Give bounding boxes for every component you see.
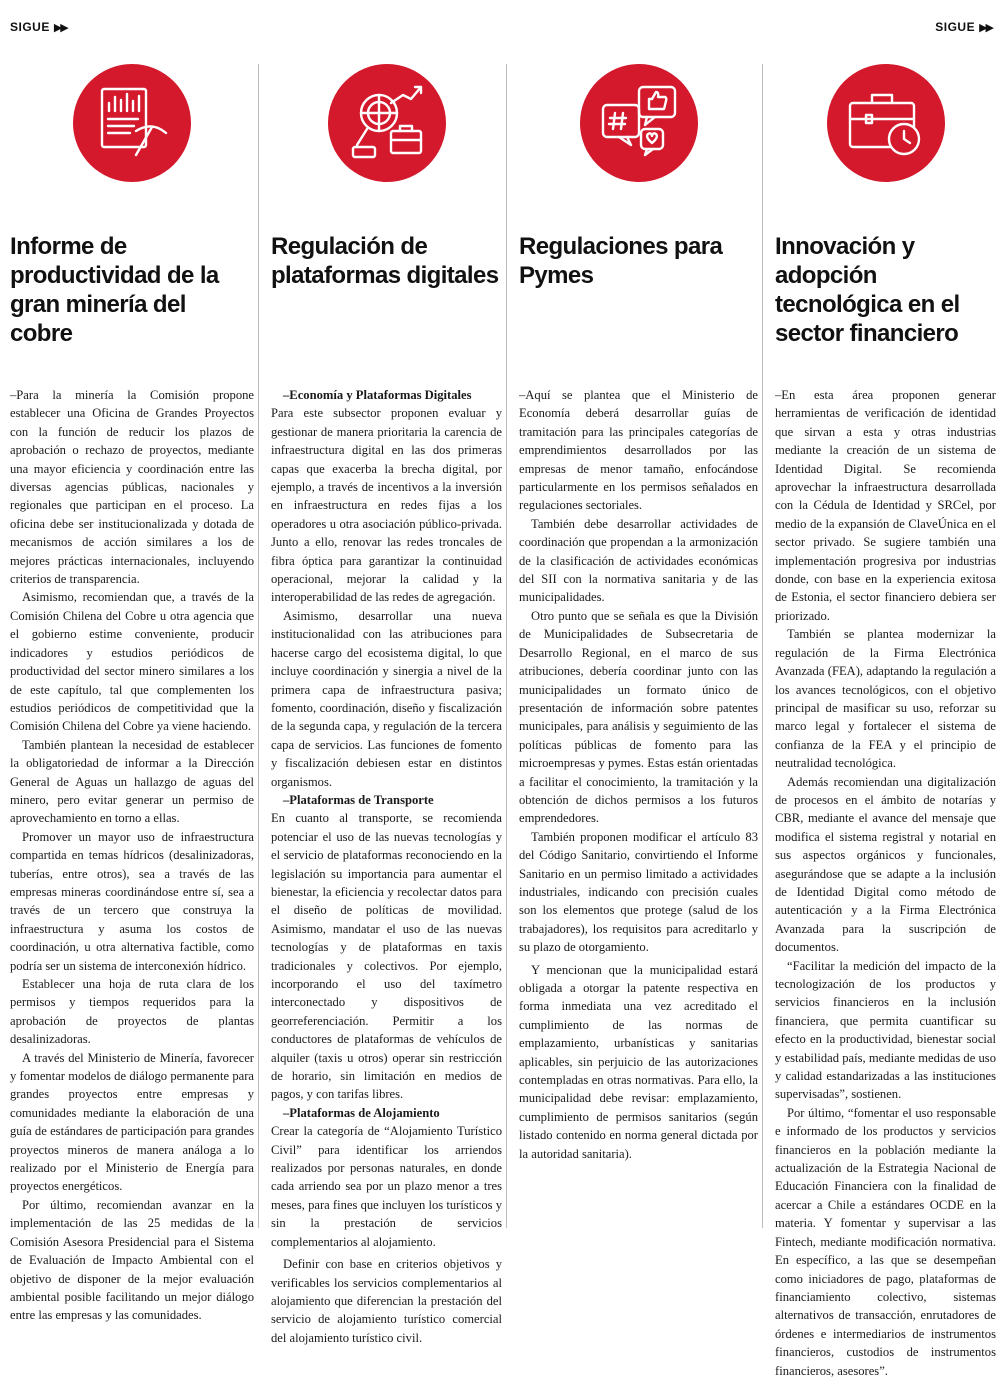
- column-mineria: [0, 64, 258, 1323]
- icon-area: [10, 64, 254, 196]
- paragraph: Asimismo, recomiendan que, a través de la Comisión Chilena del Cobre u otra agencia que el gobierno estime conveniente, producir indicadores y estudios periódicos de productividad del sector minero similares a los de este capítulo, tal que complementen los estudios periódicos de competitividad que la Comisión Chilena del Cobre ya viene haciendo.: [10, 590, 254, 734]
- headline: Innovación y adopción tecnológica en el sector financiero: [775, 233, 960, 347]
- paragraph: Asimismo, desarrollar una nueva institucionalidad con las atribuciones para hacerse cargo del ecosistema digital, lo que incluye coordinación y sinergia a nivel de la primera capa de infraestructura pasiva; fomento, coordinación, diseño y fiscalización de la segunda capa, y regulación de la tercera capa de servicios. Las funciones de fomento y fiscalización debiesen estar en distintos organismos.: [271, 608, 502, 789]
- icon-area: [775, 64, 996, 196]
- paragraph: También proponen modificar el artículo 83 del Código Sanitario, convirtiendo el Informe Sanitario en un permiso limitado a actividades industriales, indicando con precisión cuales son los elementos que protege (salud de los trabajadores), los requisitos para acreditarlo y su plazo de otorgamiento.: [519, 829, 758, 955]
- paragraph: Promover un mayor uso de infraestructura compartida en temas hídricos (desalinizadoras, tuberías, entre otros), sea a través de las empresas mineras coordinándose entre sí, sea a través de un tercero que construya la infraestructura y asuma los costos de coordinación, u otra alternativa factible, como podría ser un sistema de interconexión hídrico.: [10, 829, 254, 973]
- icon-area: [271, 64, 502, 196]
- paragraph: A través del Ministerio de Minería, favorecer y fomentar modelos de diálogo permanente para grandes proyectos entre empresas y comunidades mediante la elaboración de una guía de estándares de participación para grandes proyectos mineros de manera análoga a lo realizado por el Ministerio de Energía para proyectos energéticos.: [10, 1050, 254, 1194]
- paragraph: Otro punto que se señala es que la División de Municipalidades de Subsecretaria de Desarrollo Regional, en el marco de sus atribuciones, debería coordinar junto con las municipalidades un formato único de presentación de información sobre patentes municipales, para análisis y seguimiento de las políticas públicas de fomento para las microempresas y pymes. Estas están orientadas a facilitar el conocimiento, la tramitación y la obtención de dichos permisos a los futuros emprendedores.: [519, 608, 758, 826]
- paragraph: También se plantea modernizar la regulación de la Firma Electrónica Avanzada (FEA), adaptando la regulación a los avances tecnológicos, con el objetivo principal de masificar su uso, reforzar su marco legal y fortalecer el sistema de confianza de la FEA y el principio de neutralidad tecnológica.: [775, 627, 996, 771]
- paragraph: En cuanto al transporte, se recomienda potenciar el uso de las nuevas tecnologías y el servicio de plataformas reconociendo en la legislación su importancia para aumentar el bienestar, la eficiencia y recolectar datos para el diseño de políticas de movilidad. Asimismo, mandatar el uso de las nuevas tecnologías y de plataformas en taxis tradicionales y colectivos. Por ejemplo, incorporando el uso del taxímetro interconectado y dispositivos de georreferenciación. Permitir a los conductores de plataformas de vehículos de alquiler (taxis u otros) operar sin restricción de horario, sin limitación en medios de pagos, y con tarifas libres.: [271, 811, 502, 1102]
- paragraph: Por último, recomiendan avanzar en la implementación de las 25 medidas de la Comisión Asesora Presidencial para el Sistema de Evaluación de Impacto Ambiental con el objetivo de disponer de la mejor evaluación ambiental posible facilitando un mejor diálogo entre las empresas y las comunidades.: [10, 1197, 254, 1323]
- paragraph: Y mencionan que la municipalidad estará obligada a otorgar la patente respectiva en forma inmediata una vez acreditado el cumplimiento de las normas de emplazamiento, urbanísticas y sanitarias aplicables, sin perjuicio de las autorizaciones contempladas en otras normativas. Para ello, la municipalidad debe revisar: emplazamiento, cumplimiento de permisos sanitarios (según listado contenido en norma general dictada por la autoridad sanitaria).: [519, 962, 758, 1161]
- paragraph: Además recomiendan una digitalización de procesos en el ámbito de notarías y CBR, mediante el avance del mensaje que modifica el sistema registral y notarial en sus aspectos orgánicos y funcionales, asegurándose que se adapte a la inclusión de Identidad Digital como método de autenticación y a la Firma Electrónica Avanzada para la suscripción de documentos.: [775, 774, 996, 955]
- headline: Informe de productividad de la gran minería del cobre: [10, 233, 219, 347]
- sigue-left: [10, 20, 67, 34]
- sigue-left-label: SIGUE: [10, 20, 50, 34]
- paragraph: Por último, “fomentar el uso responsable e informado de los productos y servicios financieros en la población mediante la actualización de la Estrategia Nacional de Educación Financiera con la finalidad de acercar a Chile a estándares OCDE en la materia. Y fomentar y supervisar a las Fintech, mediante modificación normativa. En específico, a las que se desempeñan como iniciadores de pago, plataformas de financiamiento colectivo, sistemas alternativos de transacción, enrutadores de órdenes e intermediarios de instrumentos financieros, custodios de instrumentos financieros, asesores”.: [775, 1105, 996, 1378]
- magnifier-chart-briefcase-icon: [328, 64, 446, 182]
- section-subhead: –Plataformas de Alojamiento: [283, 1105, 440, 1120]
- headline: Regulaciones para Pymes: [519, 233, 723, 289]
- report-chart-pickaxe-icon: [73, 64, 191, 182]
- section-subhead: –Plataformas de Transporte: [283, 792, 434, 807]
- paragraph: –Aquí se plantea que el Ministerio de Economía deberá desarrollar guías de tramitación para las principales categorías de emprendimientos desarrollados por las empresas de menor tamaño, enfocándose particularmente en los permisos señalados en regulaciones sectoriales.: [519, 388, 758, 513]
- column-plataformas-digitales: [258, 64, 506, 1345]
- paragraph: Para este subsector proponen evaluar y gestionar de manera prioritaria la carencia de infraestructura digital en las dos primeras capas que exacerba la brecha digital, por ejemplo, a través de incentivos a la inversión en infraestructura en redes fijas a los operadores u otra asociación público-privada. Junto a ello, renovar las redes troncales de fibra óptica para garantizar la continuidad operacional, mejorar la calidad y la interoperabilidad de las redes de agregación.: [271, 406, 502, 605]
- paragraph: “Facilitar la medición del impacto de la tecnologización de los productos y servicios financieros en la inclusión financiera, que permita cuantificar su efecto en la productividad, bienestar social y estabilidad país, mediante medidas de uso y calidad estandarizadas a las instituciones supervisadas”, sostienen.: [775, 958, 996, 1102]
- paragraph: Crear la categoría de “Alojamiento Turístico Civil” para identificar los arriendos realizados por personas naturales, en donde cada arriendo sea por un plazo menor a tres meses, para fines que incluyen los turísticos y sin la prestación de servicios complementarios al alojamiento.: [271, 1124, 502, 1249]
- article-body: [10, 386, 254, 1325]
- double-arrow-icon: ▶▶: [53, 21, 67, 34]
- article-body: [271, 386, 502, 1347]
- double-arrow-icon: ▶▶: [979, 21, 992, 34]
- sigue-right: [935, 20, 992, 34]
- article-body: [775, 386, 996, 1380]
- social-chat-bubbles-icon: [580, 64, 698, 182]
- sigue-right-label: SIGUE: [935, 20, 976, 34]
- headline: Regulación de plataformas digitales: [271, 233, 499, 289]
- paragraph: También plantean la necesidad de establecer la obligatoriedad de informar a la Dirección General de Aguas un hallazgo de aguas del minero, pero evitar generar un permiso de aprovechamiento en torno a ellas.: [10, 737, 254, 826]
- briefcase-clock-icon: [827, 64, 945, 182]
- paragraph: –Para la minería la Comisión propone establecer una Oficina de Grandes Proyectos con la función de reducir los plazos de aprobación o rechazo de proyectos, mediante una mayor eficiencia y coordinación entre las diversas agencias públicas, nacionales y regionales que participan en el proceso. La oficina debe ser institucionalizada y dotada de mecanismos de acción similares a los de mejores prácticas internacionales, incluyendo criterios de transparencia.: [10, 388, 254, 587]
- icon-area: [519, 64, 758, 196]
- paragraph: Establecer una hoja de ruta clara de los permisos y tiempos requeridos para la aprobación de proyectos de plantas desalinizadoras.: [10, 977, 254, 1047]
- section-subhead: –Economía y Plataformas Digitales: [283, 388, 472, 402]
- column-pymes: [506, 64, 762, 1228]
- paragraph: Definir con base en criterios objetivos y verificables los servicios complementarios al alojamiento que diferencian la prestación del servicio de alojamiento turístico comercial del alojamiento turístico civil.: [271, 1257, 502, 1345]
- article-body: [519, 386, 758, 1163]
- paragraph: También debe desarrollar actividades de coordinación que propendan a la armonización de la clasificación de actividades económicas del SII con la normativa sanitaria y de las municipalidades.: [519, 516, 758, 605]
- article-columns: [0, 64, 1000, 1378]
- column-sector-financiero: [762, 64, 1000, 1378]
- paragraph: –En esta área proponen generar herramientas de verificación de identidad que sirvan a esta y otras industrias mediante la creación de un sistema de Identidad Digital. Se recomienda aprovechar la infraestructura desarrollada con la Cédula de Identidad y SRCel, por medio de la expansión de ClaveÚnica en el sector privado. Se sugiere también una implementación progresiva por industrias donde, con base en la experiencia exitosa de Estonia, el sector financiero debiera ser priorizado.: [775, 388, 996, 623]
